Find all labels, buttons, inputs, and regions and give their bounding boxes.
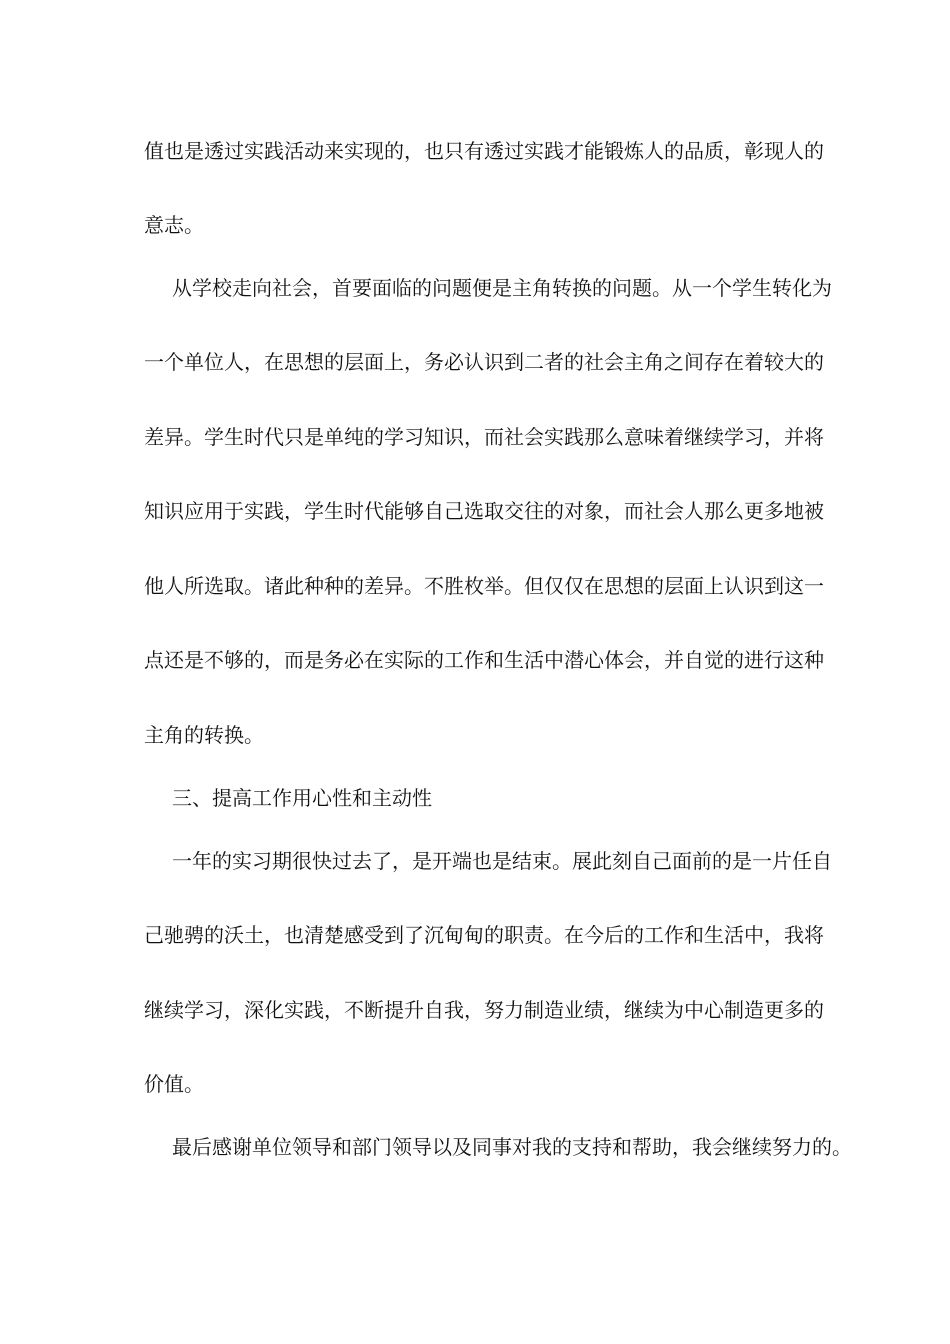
paragraph-start-line: 从学校走向社会，首要面临的问题便是主角转换的问题。从一个学生转化为 xyxy=(172,276,832,300)
paragraph-start-line: 一年的实习期很快过去了，是开端也是结束。展此刻自己面前的是一片任自 xyxy=(172,849,832,873)
text-line: 意志。 xyxy=(144,213,204,237)
section-heading: 三、提高工作用心性和主动性 xyxy=(172,786,432,810)
text-line: 主角的转换。 xyxy=(144,723,264,747)
text-line: 点还是不够的，而是务必在实际的工作和生活中潜心体会，并自觉的进行这种 xyxy=(144,648,824,672)
text-line: 一个单位人，在思想的层面上，务必认识到二者的社会主角之间存在着较大的 xyxy=(144,350,824,374)
text-line: 值也是透过实践活动来实现的，也只有透过实践才能锻炼人的品质，彰现人的 xyxy=(144,139,824,163)
paragraph-start-line: 最后感谢单位领导和部门领导以及同事对我的支持和帮助，我会继续努力的。 xyxy=(172,1135,852,1159)
text-line: 他人所选取。诸此种种的差异。不胜枚举。但仅仅在思想的层面上认识到这一 xyxy=(144,574,824,598)
text-line: 继续学习，深化实践，不断提升自我，努力制造业绩，继续为中心制造更多的 xyxy=(144,998,824,1022)
text-line: 知识应用于实践，学生时代能够自己选取交往的对象，而社会人那么更多地被 xyxy=(144,499,824,523)
text-line: 价值。 xyxy=(144,1072,204,1096)
text-line: 差异。学生时代只是单纯的学习知识，而社会实践那么意味着继续学习，并将 xyxy=(144,425,824,449)
text-line: 己驰骋的沃土，也清楚感受到了沉甸甸的职责。在今后的工作和生活中，我将 xyxy=(144,923,824,947)
